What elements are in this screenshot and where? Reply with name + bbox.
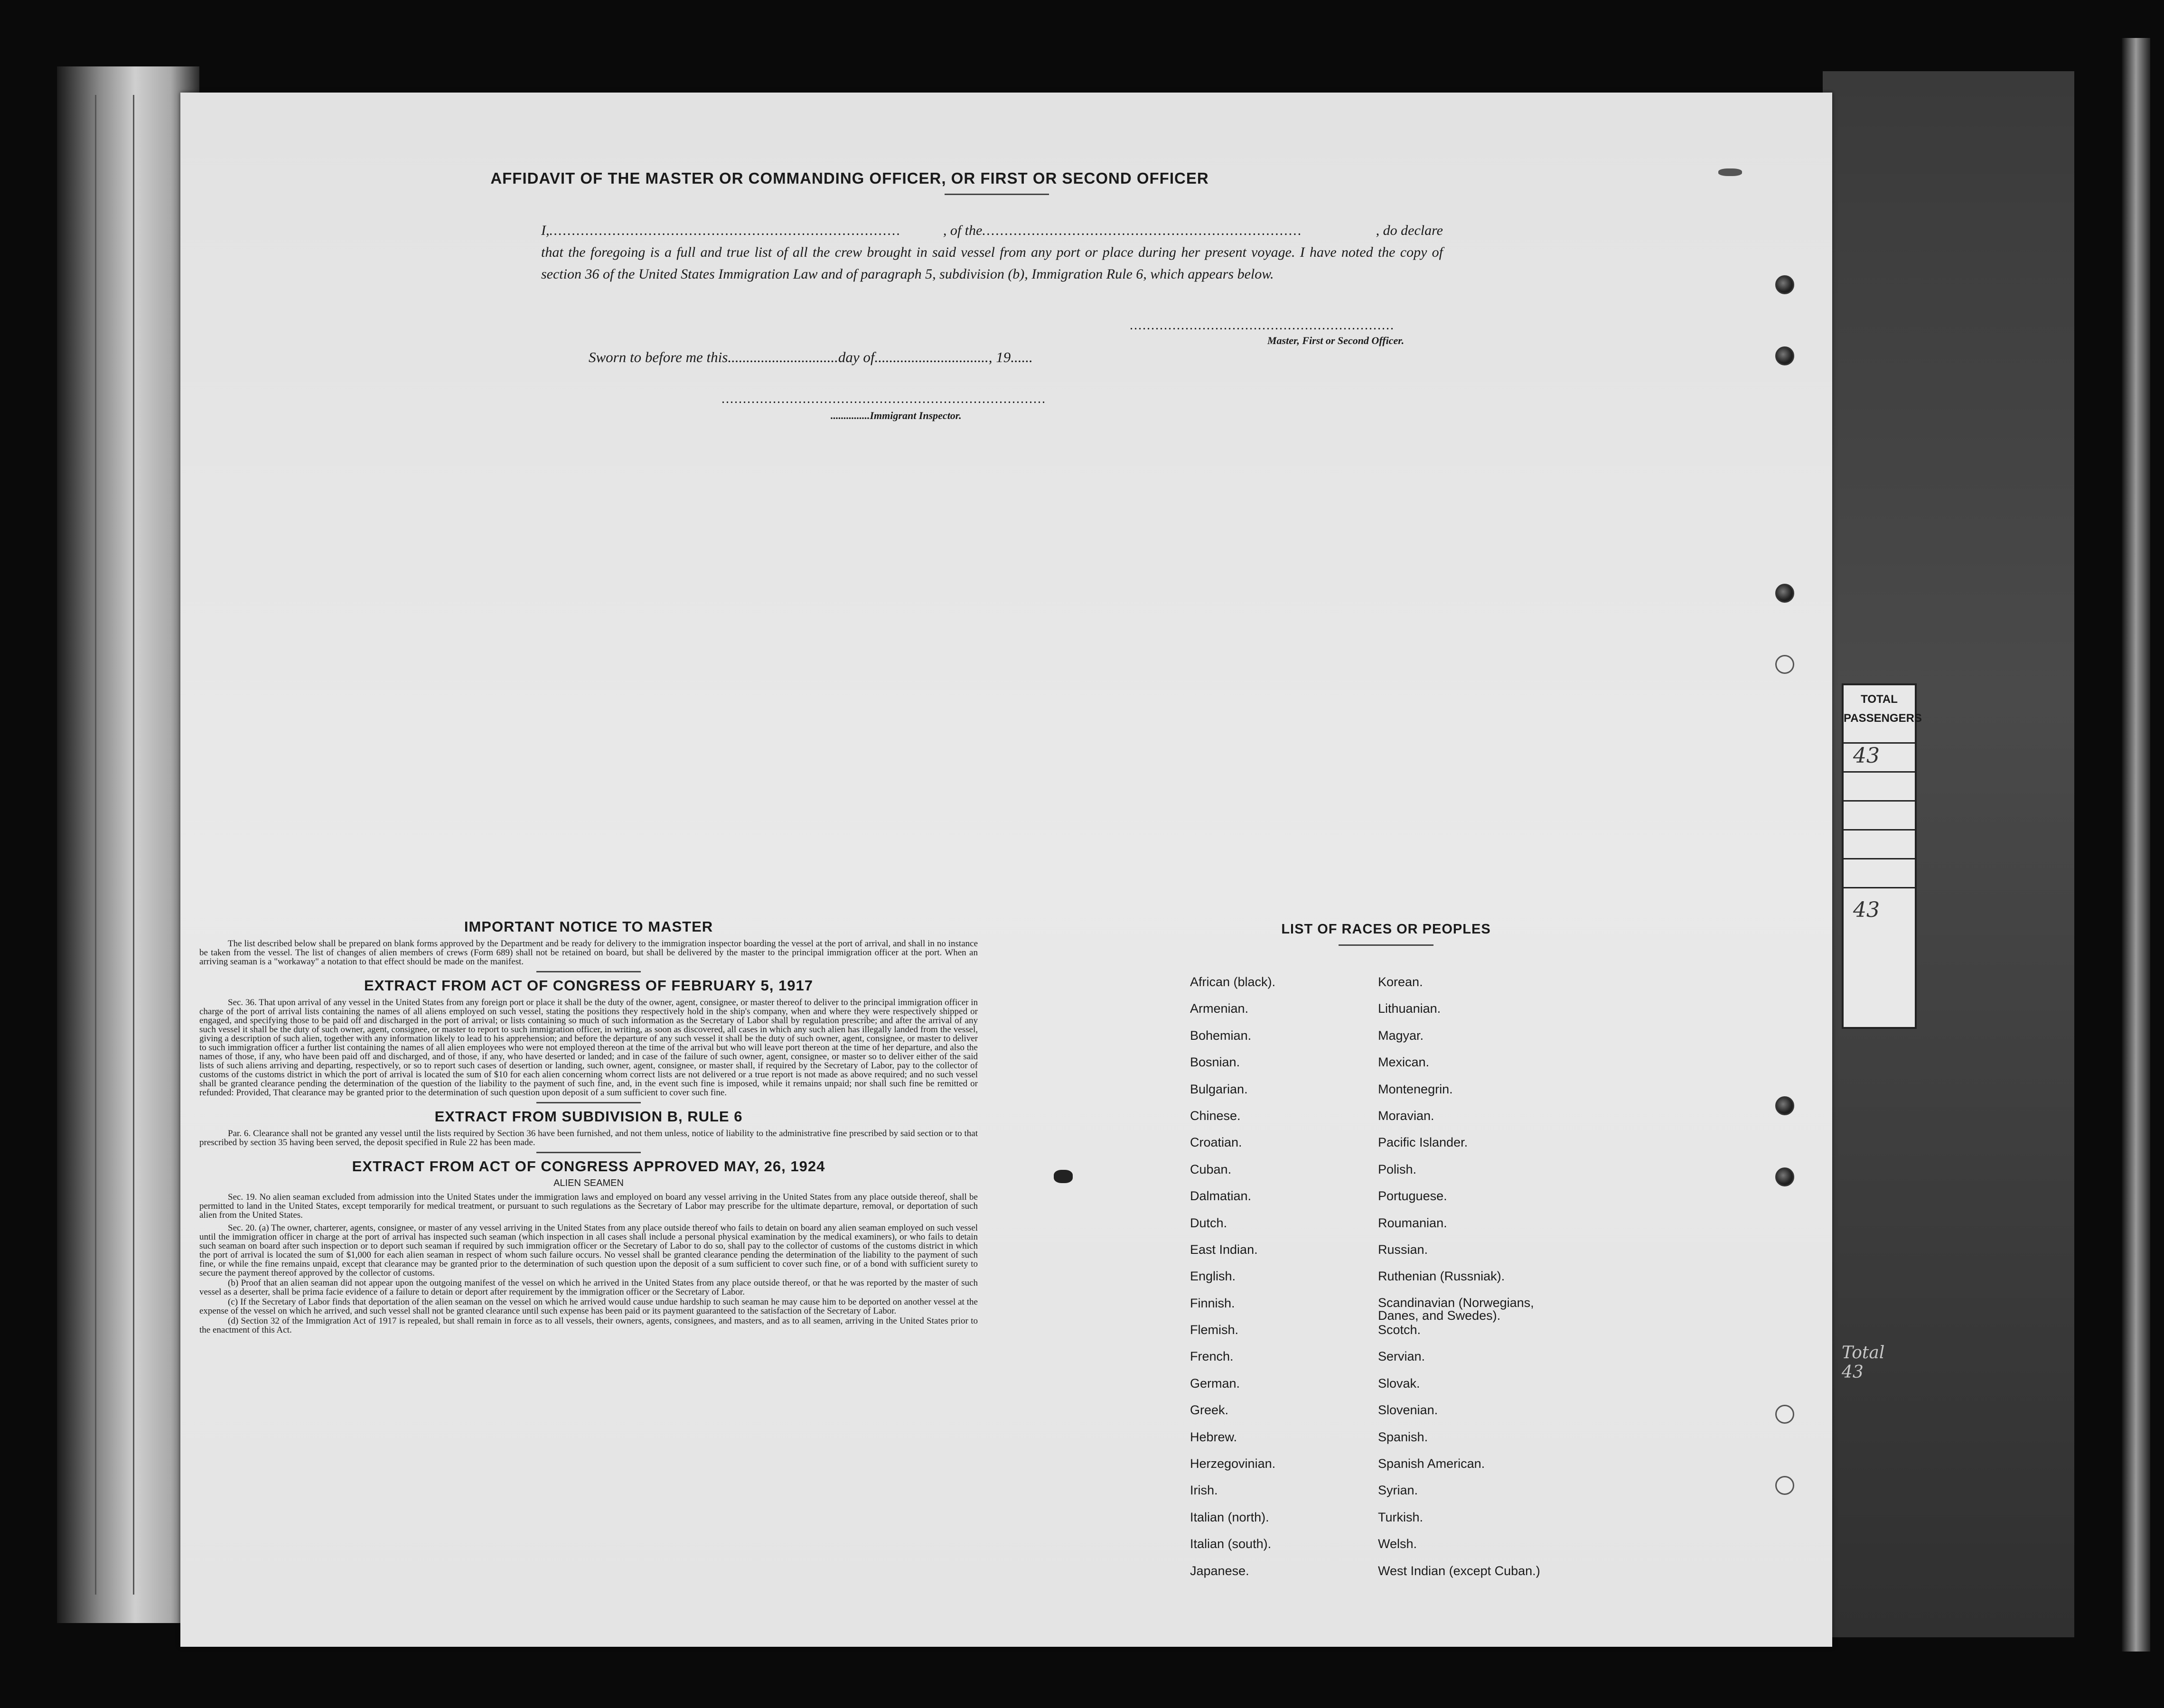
race-item: Spanish. (1378, 1429, 1428, 1444)
notice-body: The list described below shall be prepared on blank forms approved by the Department and be ready for delivery to the immigration inspector boarding the vessel at the port of arrival, and shall in no instance be taken from the vessel. The list of changes of alien members of crews (Form 689) shall not be retained on board, but shall be delivered by the master to the principal immigration officer at the port. When an arriving seaman is a "workaway" a notation to that effect should be made on the manifest. (199, 939, 978, 967)
race-item: African (black). (1190, 975, 1276, 989)
races-right-column (1378, 975, 1558, 1591)
race-item: Spanish American. (1378, 1456, 1485, 1471)
tab-cell (1844, 802, 1915, 831)
extract-1924-paragraph: (b) Proof that an alien seaman did not appear upon the outgoing manifest of the vessel on which he arrived in the United States from any place outside thereof, or that he was reported by the master of such vessel as a deserter, shall be prima facie evidence of a failure to detain or deport after requirement by the immigration officer or the Secretary of Labor. (199, 1278, 978, 1297)
race-item: Roumanian. (1378, 1215, 1447, 1230)
race-item: Pacific Islander. (1378, 1135, 1468, 1150)
race-item: Turkish. (1378, 1510, 1424, 1524)
race-item: Finnish. (1190, 1296, 1235, 1310)
declaration-line (541, 220, 1443, 242)
binder-hole (1775, 584, 1794, 603)
tab-cell (1844, 773, 1915, 802)
tab-header-total: TOTAL (1861, 693, 1898, 706)
margin-total-label: Total (1842, 1343, 1885, 1363)
passenger-tab-header (1844, 685, 1922, 744)
affidavit-title: AFFIDAVIT OF THE MASTER OR COMMANDING OFFICER, OR FIRST OR SECOND OFFICER (490, 169, 1209, 187)
binder-hole (1775, 1476, 1794, 1495)
binder-hole (1775, 346, 1794, 365)
race-item: Korean. (1378, 975, 1423, 989)
tab-cell (1844, 831, 1915, 859)
extract-1924-paragraph: (d) Section 32 of the Immigration Act of 1917 is repealed, but shall remain in force as to all vessels, their owners, agents, consignees, and masters, and as to all seamen, arriving in the United States prior to the enactment of this Act. (199, 1316, 978, 1335)
name-blank: .............................................................................. (549, 223, 901, 238)
tab-header-passengers: PASSENGERS (1844, 712, 1922, 725)
race-item: Bohemian. (1190, 1028, 1252, 1043)
extract-1924-paragraph: Sec. 19. No alien seaman excluded from admission into the United States under the immigration laws and employed on board any vessel arriving in the United States from any place outside thereof, shall be permitted to land in the United States, except temporarily for medical treatment, or pursuant to such regulations as the Secretary of Labor may prescribe for the ultimate departure, removal, or deportation of such alien from the United States. (199, 1192, 978, 1220)
page-edge-line (95, 95, 96, 1595)
race-item: East Indian. (1190, 1242, 1258, 1257)
inspector-signature-line: ............................................................................ (721, 392, 1046, 406)
tab-cell (1844, 859, 1915, 888)
race-item: Armenian. (1190, 1001, 1249, 1016)
race-item: Japanese. (1190, 1563, 1249, 1578)
race-item: Servian. (1378, 1349, 1425, 1364)
tab-count-bottom: 43 (1853, 898, 1880, 922)
race-item: Croatian. (1190, 1135, 1242, 1150)
races-title: LIST OF RACES OR PEOPLES (1281, 922, 1491, 937)
margin-total-value: 43 (1842, 1363, 1864, 1382)
race-item: Flemish. (1190, 1323, 1239, 1337)
races-title-rule (1339, 944, 1433, 946)
master-signature-line: .............................................................. (1130, 318, 1395, 333)
race-item: Irish. (1190, 1483, 1218, 1498)
declaration-of: , of the (943, 223, 983, 238)
race-item: Lithuanian. (1378, 1001, 1441, 1016)
margin-total (1842, 1343, 1894, 1382)
race-item: Hebrew. (1190, 1429, 1237, 1444)
race-item: Slovak. (1378, 1376, 1420, 1391)
master-signature-caption: Master, First or Second Officer. (1267, 335, 1405, 346)
races-left-column (1190, 975, 1275, 1591)
extract-1924-paragraph: (c) If the Secretary of Labor finds that deportation of the alien seaman on the vessel on which he arrived would cause undue hardship to such seaman he may cause him to be deported on another vessel at the expense of the vessel on which he arrived, and such vessel shall not be granted clearance until such expense has been paid or its payment guaranteed to the satisfaction of the Secretary of Labor. (199, 1297, 978, 1316)
declaration-body: that the foregoing is a full and true list of all the crew brought in said vessel from any port or place during her present voyage. I have noted the copy of section 36 of the United States Immigration Law and of paragraph 5, subdivision (b), Immigration Rule 6, which appears below. (541, 244, 1443, 282)
race-item: Russian. (1378, 1242, 1428, 1257)
binder-hole (1775, 655, 1794, 674)
race-item: West Indian (except Cuban.) (1378, 1563, 1540, 1578)
race-item: Slovenian. (1378, 1403, 1438, 1418)
race-item: French. (1190, 1349, 1234, 1364)
race-item: Syrian. (1378, 1483, 1418, 1498)
race-item: Italian (north). (1190, 1510, 1269, 1524)
race-item: Scotch. (1378, 1323, 1421, 1337)
race-item: German. (1190, 1376, 1240, 1391)
race-item: Moravian. (1378, 1108, 1434, 1123)
race-item: Italian (south). (1190, 1537, 1272, 1551)
far-right-edge (2122, 38, 2150, 1652)
page-edge-line (133, 95, 134, 1595)
title-rule (945, 194, 1049, 195)
notices-column (199, 918, 978, 1335)
race-item: Mexican. (1378, 1055, 1430, 1070)
subdivision-body: Par. 6. Clearance shall not be granted any vessel until the lists required by Section 36 have been furnished, and not them unless, notice of liability to the administrative fine prescribed by said section or to that prescribed by section 35 having been served, the deposit specified in Rule 22 has been made. (199, 1129, 978, 1148)
section-rule (536, 971, 641, 972)
race-item: Ruthenian (Russniak). (1378, 1269, 1505, 1284)
notice-title: IMPORTANT NOTICE TO MASTER (464, 918, 713, 935)
section-rule (536, 1152, 641, 1153)
binder-hole (1775, 1167, 1794, 1186)
extract-1924-title: EXTRACT FROM ACT OF CONGRESS APPROVED MAY, 26, 1924 (352, 1158, 825, 1175)
declaration-i: I, (541, 223, 550, 238)
extract-1924-paragraph: Sec. 20. (a) The owner, charterer, agents, consignee, or master of any vessel arriving in the United States from any place outside thereof who fails to detain on board any alien seaman employed on such vessel until the immigration officer in charge at the port of arrival has inspected such seaman (which inspection in all cases shall include a personal physical examination by the medical examiners), or who fails to detain such seaman on board after such inspection or to deport such seaman if required by such immigration officer or the Secretary of Labor to do so, shall pay to the collector of customs of the customs district in which the port of arrival is located the sum of $1,000 for each alien seaman in respect of whom such failure occurs. No vessel shall be granted clearance pending the determination of the liability to the payment of such fine, or while the fine remains unpaid, except that clearance may be granted prior to the determination of such question upon the deposit of a sum sufficient to cover such fine, or of a bond with sufficient surety to secure the payment thereof approved by the collector of customs. (199, 1223, 978, 1278)
passenger-total-tab (1842, 683, 1922, 1029)
document-page (180, 93, 1832, 1647)
vessel-blank: ....................................................................... (982, 223, 1302, 238)
race-item: Cuban. (1190, 1162, 1232, 1176)
extract-1924-subtitle: ALIEN SEAMEN (553, 1178, 624, 1188)
extract-1917-title: EXTRACT FROM ACT OF CONGRESS OF FEBRUARY 5, 1917 (364, 977, 813, 994)
left-page-edge (57, 66, 199, 1623)
race-item: Dutch. (1190, 1215, 1227, 1230)
binder-hole (1775, 1096, 1794, 1115)
race-item: English. (1190, 1269, 1236, 1284)
race-item: Herzegovinian. (1190, 1456, 1276, 1471)
race-item: Chinese. (1190, 1108, 1241, 1123)
binder-hole (1775, 1405, 1794, 1424)
race-item: Greek. (1190, 1403, 1229, 1418)
affidavit-declaration (541, 220, 1443, 285)
inspector-signature-caption: ...............Immigrant Inspector. (831, 410, 962, 421)
race-item: Bosnian. (1190, 1055, 1240, 1070)
subdivision-title: EXTRACT FROM SUBDIVISION B, RULE 6 (434, 1108, 743, 1125)
ink-blot (1054, 1170, 1073, 1183)
race-item: Magyar. (1378, 1028, 1424, 1043)
race-item: Bulgarian. (1190, 1082, 1248, 1096)
extract-1917-body: Sec. 36. That upon arrival of any vessel in the United States from any foreign port or place it shall be the duty of the owner, agent, consignee, or master thereof to deliver to the principal immigration officer in charge of the port of arrival lists containing the names of all aliens employed on such vessel, stating the positions they respectively hold in the ship's company, when and where they were respectively shipped or engaged, and specifying those to be paid off and discharged in the port of arrival; or lists containing so much of such information as the Secretary of Labor shall by regulation prescribe; and after the arrival of any such vessel it shall be the duty of such owner, agent, consignee, or master to report to such immigration officer, in writing, as soon as discovered, all cases in which any such alien has illegally landed from the vessel, giving a description of such alien, together with any information likely to lead to his apprehension; and before the departure of any such vessel it shall be the duty of such owner, agent, consignee, or master to deliver to such immigration officer a further list containing the names of all alien employees who were not employed thereon at the time of the arrival but who will leave port thereon at the time of her departure, and also the names of those, if any, who have been paid off and discharged, and of those, if any, who have deserted or landed; and in case of the failure of such owner, agent, consignee, or master so to deliver either of the said lists of such aliens arriving and departing, respectively, or so to report such cases of desertion or landing, such owner, agent, consignee, or master shall, if required by the Secretary of Labor, pay to the collector of customs of the customs district in which the port of arrival is located the sum of $10 for each alien concerning whom correct lists are not delivered or a true report is not made as above required; and no such vessel shall be granted clearance pending the determination of the question of the liability to the payment of such fine, and, in the event such fine is imposed, while it remains unpaid; nor shall such fine be remitted or refunded: Provided, That clearance may be granted prior to the determination of such question upon deposit of a sum sufficient to cover such fine. (199, 998, 978, 1098)
binder-hole (1775, 275, 1794, 294)
sworn-line: Sworn to before me this..............................day of..............................., 19...... (589, 349, 1033, 365)
race-item: Polish. (1378, 1162, 1417, 1176)
tab-count-top: 43 (1844, 744, 1915, 773)
race-item: Dalmatian. (1190, 1189, 1252, 1204)
race-item: Welsh. (1378, 1537, 1417, 1551)
section-rule (536, 1102, 641, 1103)
declaration-declare: , do declare (1376, 223, 1443, 238)
race-item: Montenegrin. (1378, 1082, 1453, 1096)
ink-blot (1718, 168, 1742, 176)
race-item: Scandinavian (Norwegians, Danes, and Swedes). (1378, 1295, 1534, 1323)
race-item: Portuguese. (1378, 1189, 1447, 1204)
